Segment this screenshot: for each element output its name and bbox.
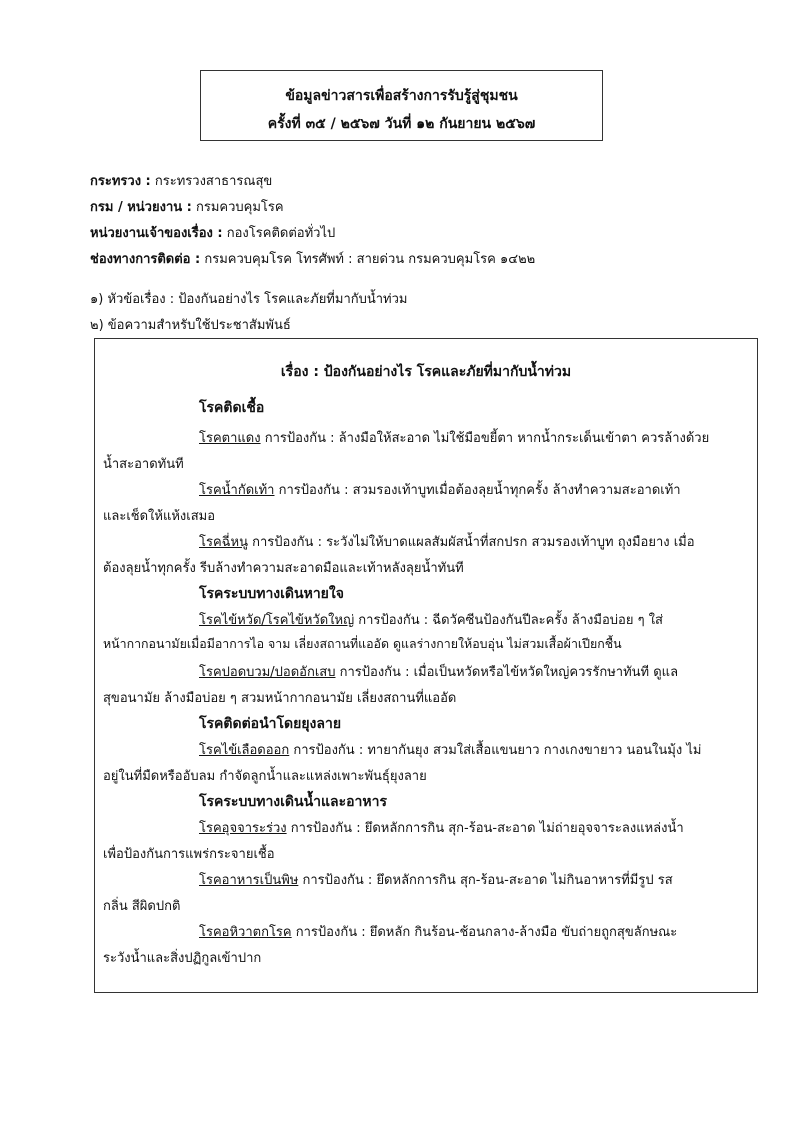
section-mosquito: โรคติดต่อนำโดยยุงลาย — [199, 716, 342, 732]
disease-text: การป้องกัน : ระวังไม่ให้บาดแผลสัมผัสน้ำที่สกปรก สวมรองเท้าบูท ถุงมือยาง เมื่อ — [247, 535, 695, 550]
disease-name: โรคอหิวาตกโรค — [199, 925, 292, 940]
meta-contact-value: กรมควบคุมโรค โทรศัพท์ : สายด่วน กรมควบคุมโรค ๑๔๒๒ — [200, 252, 536, 267]
content-box — [94, 338, 758, 993]
header-box — [200, 70, 603, 141]
disease-conjunctivitis — [199, 427, 709, 448]
disease-text-cont: ต้องลุยน้ำทุกครั้ง รีบล้างทำความสะอาดมือและเท้าหลังลุยน้ำทันที — [103, 561, 464, 576]
meta-department-label: กรม / หน่วยงาน : — [90, 200, 192, 215]
disease-text-cont: สุขอนามัย ล้างมือบ่อย ๆ สวมหน้ากากอนามัย เลี่ยงสถานที่แออัด — [103, 691, 457, 706]
section-infectious: โรคติดเชื้อ — [199, 400, 265, 416]
disease-text-cont: และเช็ดให้แห้งเสมอ — [103, 509, 216, 524]
disease-food-poisoning — [199, 869, 673, 890]
disease-athletes-foot — [199, 479, 681, 500]
disease-leptospirosis — [199, 531, 695, 552]
meta-ministry-label: กระทรวง : — [90, 174, 151, 189]
disease-name: โรคฉี่หนู — [199, 535, 248, 550]
disease-name: โรคปอดบวม/ปอดอักเสบ — [199, 665, 336, 680]
disease-name: โรคตาแดง — [199, 431, 261, 446]
disease-diarrhea — [199, 817, 684, 838]
meta-ministry-value: กระทรวงสาธารณสุข — [150, 174, 273, 189]
disease-dengue — [199, 739, 701, 760]
disease-name: โรคไข้หวัด/โรคไข้หวัดใหญ่ — [199, 613, 355, 628]
meta-contact-label: ช่องทางการติดต่อ : — [90, 252, 201, 267]
meta-owner-value: กองโรคติดต่อทั่วไป — [222, 226, 336, 241]
item-pr-message: ๒) ข้อความสำหรับใช้ประชาสัมพันธ์ — [90, 318, 291, 333]
disease-text-cont: อยู่ในที่มืดหรืออับลม กำจัดลูกน้ำและแหล่งเพาะพันธุ์ยุงลาย — [103, 769, 427, 784]
meta-contact — [90, 250, 535, 270]
meta-ministry — [90, 172, 272, 192]
disease-name: โรคอุจจาระร่วง — [199, 821, 287, 836]
disease-text-cont: หน้ากากอนามัยเมื่อมีอาการไอ จาม เลี่ยงสถานที่แออัด ดูแลร่างกายให้อบอุ่น ไม่สวมเสื้อผ้าเปียกชื้น — [103, 636, 622, 651]
meta-owner-label: หน่วยงานเจ้าของเรื่อง : — [90, 226, 223, 241]
meta-department-value: กรมควบคุมโรค — [191, 200, 284, 215]
header-issue-date: ครั้งที่ ๓๕ / ๒๕๖๗ วันที่ ๑๒ กันยายน ๒๕๖๗ — [267, 116, 536, 132]
disease-text-cont: กลิ่น สีผิดปกติ — [103, 899, 181, 914]
disease-text: การป้องกัน : ยึดหลักการกิน สุก-ร้อน-สะอาด ไม่ถ่ายอุจจาระลงแหล่งน้ำ — [286, 821, 684, 836]
section-respiratory: โรคระบบทางเดินหายใจ — [199, 586, 344, 602]
disease-text: การป้องกัน : สวมรองเท้าบูทเมื่อต้องลุยน้ำทุกครั้ง ล้างทำความสะอาดเท้า — [274, 483, 681, 498]
disease-influenza — [199, 609, 663, 630]
disease-text: การป้องกัน : ฉีดวัคซีนป้องกันปีละครั้ง ล้างมือบ่อย ๆ ใส่ — [354, 613, 663, 628]
disease-cholera — [199, 921, 677, 942]
disease-pneumonia — [199, 661, 678, 682]
content-title: เรื่อง : ป้องกันอย่างไร โรคและภัยที่มากับน้ำท่วม — [280, 364, 572, 380]
disease-text: การป้องกัน : ล้างมือให้สะอาด ไม่ใช้มือขยี้ตา หากน้ำกระเด็นเข้าตา ควรล้างด้วย — [260, 431, 710, 446]
meta-owner — [90, 224, 335, 244]
disease-text: การป้องกัน : ยึดหลัก กินร้อน-ช้อนกลาง-ล้างมือ ขับถ่ายถูกสุขลักษณะ — [291, 925, 678, 940]
disease-text: การป้องกัน : ทายากันยุง สวมใส่เสื้อแขนยาว กางเกงขายาว นอนในมุ้ง ไม่ — [289, 743, 702, 758]
item-topic: ๑) หัวข้อเรื่อง : ป้องกันอย่างไร โรคและภัยที่มากับน้ำท่วม — [90, 292, 408, 307]
section-digestive: โรคระบบทางเดินน้ำและอาหาร — [199, 794, 388, 810]
disease-name: โรคน้ำกัดเท้า — [199, 483, 275, 498]
disease-text-cont: ระวังน้ำและสิ่งปฏิกูลเข้าปาก — [103, 951, 262, 966]
disease-text-cont: น้ำสะอาดทันที — [103, 457, 184, 472]
disease-text-cont: เพื่อป้องกันการแพร่กระจายเชื้อ — [103, 847, 275, 862]
disease-text: การป้องกัน : ยึดหลักการกิน สุก-ร้อน-สะอาด ไม่กินอาหารที่มีรูป รส — [298, 873, 673, 888]
disease-name: โรคไข้เลือดออก — [199, 743, 290, 758]
header-title: ข้อมูลข่าวสารเพื่อสร้างการรับรู้สู่ชุมชน — [285, 88, 518, 104]
meta-department — [90, 198, 284, 218]
disease-name: โรคอาหารเป็นพิษ — [199, 873, 299, 888]
disease-text: การป้องกัน : เมื่อเป็นหวัดหรือไข้หวัดใหญ่ควรรักษาทันที ดูแล — [335, 665, 679, 680]
